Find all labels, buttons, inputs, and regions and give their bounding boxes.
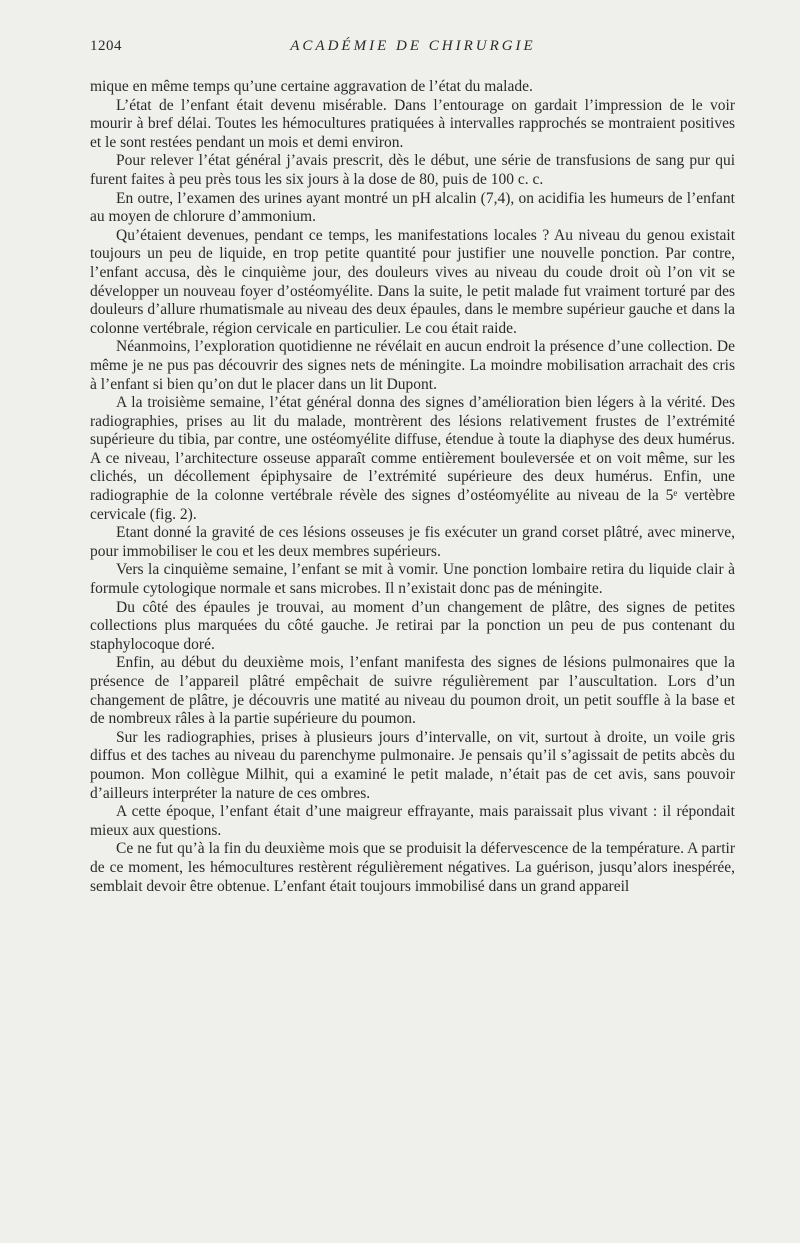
paragraph: Sur les radiographies, prises à plusieurs jours d’intervalle, on vit, surtout à droite, un voile gris diffus et des taches au niveau du parenchyme pulmonaire. Je pensais qu’il s’agissait de petits abcès du poumon. Mon collègue Milhit, qui a examiné le petit malade, n’était pas de cet avis, sans pouvoir d’ailleurs interpréter la nature de ces ombres. — [90, 728, 735, 802]
paragraph: Pour relever l’état général j’avais prescrit, dès le début, une série de transfusions de sang pur qui furent faites à peu près tous les six jours à la dose de 80, puis de 100 c. c. — [90, 152, 735, 188]
paragraph: Qu’étaient devenues, pendant ce temps, les manifestations locales ? Au niveau du genou existait toujours un peu de liquide, en trop petite quantité pour justifier une nouvelle ponction. Par contre, l’enfant accusa, dès le cinquième jour, des douleurs vives au niveau du coude droit où l’on vit se développer un nouveau foyer d’ostéomyélite. Dans la suite, le petit malade fut vraiment torturé par des douleurs d’allure rhumatismale au niveau des deux épaules, dans le membre supérieur gauche et dans la colonne vertébrale, région cervicale en particulier. Le cou était raide. — [90, 226, 735, 337]
body-text — [90, 78, 735, 896]
page-number: 1204 — [90, 38, 122, 54]
running-title: ACADÉMIE DE CHIRURGIE — [290, 38, 536, 54]
page-header — [90, 38, 736, 58]
paragraph: Vers la cinquième semaine, l’enfant se mit à vomir. Une ponction lombaire retira du liquide clair à formule cytologique normale et sans microbes. Il n’existait donc pas de méningite. — [90, 561, 735, 598]
paragraph: mique en même temps qu’une certaine aggravation de l’état du malade. — [90, 78, 533, 95]
paragraph: L’état de l’enfant était devenu misérable. Dans l’entourage on gardait l’impression de le voir mourir à bref délai. Toutes les hémocultures pratiquées à intervalles rapprochés se montraient positives et le sont restées pendant un mois et demi environ. — [90, 96, 735, 151]
paragraph: Etant donné la gravité de ces lésions osseuses je fis exécuter un grand corset plâtré, avec minerve, pour immobiliser le cou et les deux membres supérieurs. — [90, 524, 735, 560]
paragraph: Enfin, au début du deuxième mois, l’enfant manifesta des signes de lésions pulmonaires que la présence de l’appareil plâtré empêchait de suivre régulièrement par l’auscultation. Lors d’un changement de plâtre, je découvris une matité au niveau du poumon droit, un petit souffle à la base et de nombreux râles à la partie supérieure du poumon. — [90, 654, 735, 728]
paragraph: Néanmoins, l’exploration quotidienne ne révélait en aucun endroit la présence d’une collection. De même je ne pus pas découvrir des signes nets de méningite. La moindre mobilisation arrachait des cris à l’enfant si bien qu’on dut le placer dans un lit Dupont. — [90, 338, 735, 393]
paragraph: En outre, l’examen des urines ayant montré un pH alcalin (7,4), on acidifia les humeurs de l’enfant au moyen de chlorure d’ammonium. — [90, 189, 735, 226]
paragraph: A cette époque, l’enfant était d’une maigreur effrayante, mais paraissait plus vivant : il répondait mieux aux questions. — [90, 803, 735, 839]
paragraph: Du côté des épaules je trouvai, au moment d’un changement de plâtre, des signes de petites collections plus marquées du côté gauche. Je retirai par la ponction un peu de pus contenant du staphylocoque doré. — [90, 598, 735, 653]
paragraph: Ce ne fut qu’à la fin du deuxième mois que se produisit la défervescence de la température. A partir de ce moment, les hémocultures restèrent régulièrement négatives. La guérison, jusqu’alors inespérée, semblait devoir être obtenue. L’enfant était toujours immobilisé dans un grand appareil — [90, 840, 735, 895]
paragraph: A la troisième semaine, l’état général donna des signes d’amélioration bien légers à la vérité. Des radiographies, prises au lit du malade, montrèrent des lésions relativement frustes de l’extrémité supérieure du tibia, par contre, une ostéomyélite diffuse, étendue à toute la diaphyse des deux humérus. A ce niveau, l’architecture osseuse apparaît comme entièrement bouleversée et on voit même, sur les clichés, un décollement épiphysaire de l’extrémité supérieure des deux humérus. Enfin, une radiographie de la colonne vertébrale révèle des signes d’ostéomyélite au niveau de la 5ᵉ vertèbre cervicale (fig. 2). — [90, 394, 735, 523]
